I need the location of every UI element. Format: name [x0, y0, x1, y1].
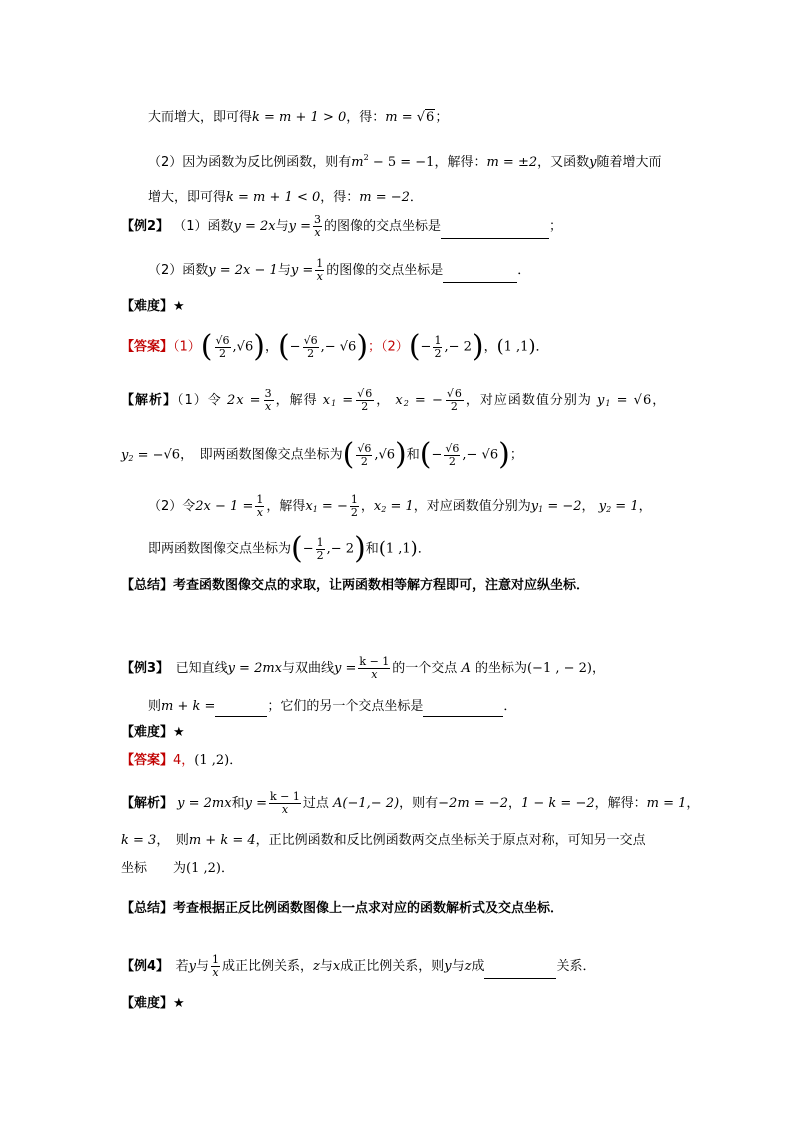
analysis-line: k = 3， 则m + k = 4，正比例函数和反比例函数两交点坐标关于原点对称，可知另一交点: [121, 833, 646, 848]
difficulty-label: 【难度】★: [121, 996, 185, 1011]
answer-label: 【答案】: [121, 339, 174, 355]
answer-blank[interactable]: [484, 964, 556, 979]
example-label: 【例2】: [121, 219, 170, 234]
sqrt: √6: [416, 110, 435, 125]
answer-label: 【答案】: [121, 753, 174, 768]
difficulty-label: 【难度】★: [121, 725, 185, 740]
text-line: 大而增大，即可得k = m + 1 > 0，得：m = √6；: [148, 108, 448, 128]
analysis-line: （2）令2x − 1 = $\frac{1}{x}$ ，解得$x_1$ = − $\frac{1}{2}$ ，$x_2 = 1$，对应函数值分别为$y_1 = -2$， $y_2 = 1$，: [148, 493, 652, 519]
example-label: 【例3】: [121, 661, 163, 676]
answer-blank[interactable]: [423, 702, 503, 717]
text-line: 增大，即可得k = m + 1 < 0，得：m = −2．: [148, 190, 423, 205]
example-label: 【例4】: [121, 959, 163, 974]
fraction: $\frac{1}{x}$: [316, 257, 324, 283]
answer-blank[interactable]: [443, 268, 517, 283]
example-2-question-2: （2）函数y = 2x − 1与y = $\frac{1}{x}$ 的图像的交点坐标是 ．: [148, 257, 531, 283]
answer-blank[interactable]: [215, 702, 267, 717]
example-4-question: 【例4】 若y与 $\frac{1}{x}$ 成正比例关系，z与x成正比例关系，则y与z成 关系．: [121, 953, 596, 979]
answer-blank[interactable]: [441, 224, 549, 239]
analysis-line: 【解析】 y = 2mx和y = $\frac{k - 1}{x}$ 过点 A(−1,− 2)，则有−2m = −2，1 − k = −2，解得：m = 1，: [121, 790, 700, 816]
example-3-question: 【例3】 已知直线y = 2mx与双曲线y = $\frac{k - 1}{x}$ 的一个交点 A 的坐标为(−1 , − 2)，: [121, 655, 605, 681]
analysis-line: 坐标 为(1 ,2)．: [121, 861, 234, 876]
summary: 【总结】考查函数图像交点的求取，让两函数相等解方程即可，注意对应纵坐标．: [121, 578, 590, 593]
analysis-line: $y_2 = -√6$， 即两函数图像交点坐标为( $\frac{√6}{2}$ ,√6)和(− $\frac{√6}{2}$ ,− √6)；: [121, 437, 523, 472]
analysis-line: 即两函数图像交点坐标为(− $\frac{1}{2}$ ,− 2)和(1 ,1)．: [148, 531, 431, 566]
example-3-question: 则m + k = ；它们的另一个交点坐标是 ．: [148, 697, 516, 717]
answer-row: 【答案】（1）( $\frac{√6}{2}$ ,√6)，(− $\frac{√6}{2}$ ,− √6)；（2）(− $\frac{1}{2}$ ,− 2)，(1 ,1)．: [121, 329, 549, 364]
example-2-question-1: 【例2】 （1）函数y = 2x与y = $\frac{3}{x}$ 的图像的交点坐标是 ；: [121, 213, 562, 239]
text-line: （2）因为函数为反比例函数，则有$m^2 - 5 = -1$，解得：m = ±2，又函数y随着增大而: [148, 153, 662, 170]
difficulty-label: 【难度】★: [121, 299, 185, 314]
summary: 【总结】考查根据正反比例函数图像上一点求对应的函数解析式及交点坐标．: [121, 901, 564, 916]
analysis-line: 【解析】（1）令 2x = $\frac{3}{x}$ ，解得 $x_1$ = $\frac{√6}{2}$ ， $x_2$ = − $\frac{√6}{2}$ ，对应函数值分别为 $y_1 = √6$，: [121, 387, 667, 413]
analysis-label: 【解析】: [121, 796, 174, 811]
analysis-label: 【解析】: [121, 393, 178, 408]
answer-row: 【答案】4，(1 ,2)．: [121, 753, 243, 768]
fraction: $\frac{3}{x}$: [313, 213, 321, 239]
